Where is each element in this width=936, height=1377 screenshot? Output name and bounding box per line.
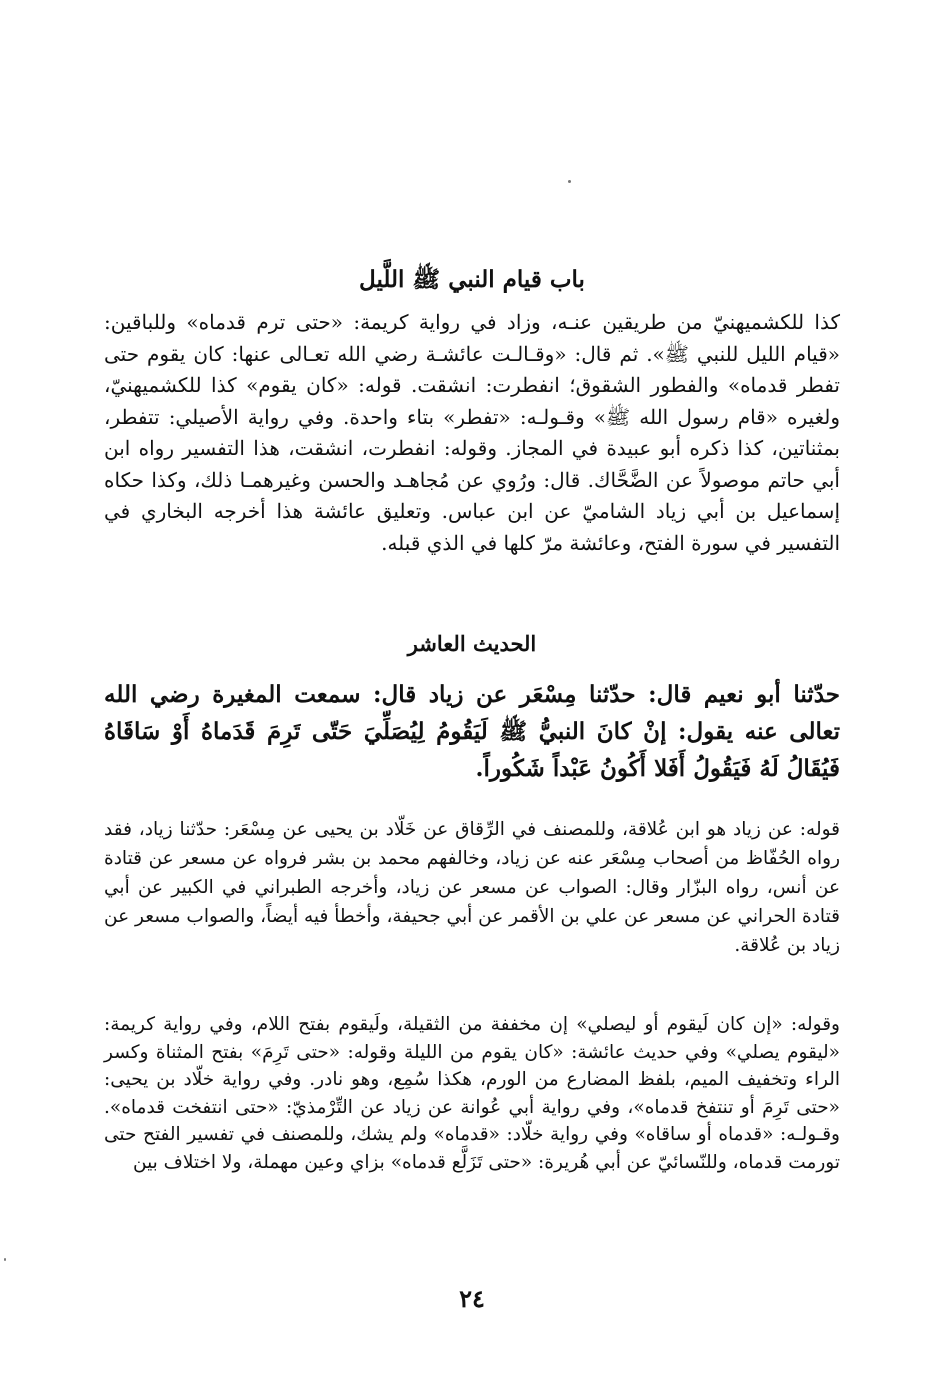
page-number: ٢٤ bbox=[459, 1284, 485, 1313]
commentary-paragraph-3: وقوله: «إن كان لَيقوم أو ليصلي» إن مخففة من الثقيلة، ولَيقوم بفتح اللام، وفي رواية كريمة: «ليقوم يصلي» وفي حديث عائشة: «كان يقوم من الليلة وقوله: «حتى تَرِمَ» بفتح المثناة وكسر الراء وتخفيف الميم، بلفظ المضارع من الورم، هكذا سُمِع، وهو نادر. وفي رواية خلّاد بن يحيى: «حتى تَرِمَ أو تنتفخ قدماه»، وفي رواية أبي عُوانة عن زياد عن التِّرْمذيّ: «حتى انتفخت قدماه». وقـولـه: «قدماه أو ساقاه» وفي رواية خلّاد: «قدماه» ولم يشك، وللمصنف في تفسير الفتح حتى تورمت قدماه، وللنّسائيّ عن أبي هُريرة: «حتى تَزَلَّع قدماه» بزاي وعين مهملة، ولا اختلاف بين bbox=[104, 1014, 840, 1173]
scan-speck bbox=[4, 1258, 6, 1261]
hadith-text: حدّثنا أبو نعيم قال: حدّثنا مِسْعَر عن زياد قال: سمعت المغيرة رضي الله تعالى عنه يقول: إنْ كانَ النبيُّ ﷺ لَيَقُومُ لِيُصَلِّيَ حَتّى تَرِمَ قَدَماهُ أَوْ سَاقَاهُ فَيُقَالُ لَهُ فَيَقُولُ أَفَلا أَكُونُ عَبْداً شَكُوراً. bbox=[104, 681, 840, 782]
commentary-paragraph-2: قوله: عن زياد هو ابن عُلاقة، وللمصنف في الرِّقاق عن خَلّاد بن يحيى عن مِسْعَر: حدّثنا زياد، فقد رواه الحُفّاظ من أصحاب مِسْعَر عنه عن زياد، وخالفهم محمد بن بشر فرواه عن مسعر عن قتادة عن أنس، رواه البزّار وقال: الصواب عن مسعر عن زياد، وأخرجه الطبراني في الكبير عن أبي قتادة الحراني عن مسعر عن علي بن الأقمر عن أبي جحيفة، وأخطأ فيه أيضاً، والصواب مسعر عن زياد بن عُلاقة. bbox=[104, 819, 840, 956]
scan-speck bbox=[568, 180, 571, 183]
commentary-paragraph-1: كذا للكشميهنيّ من طريقين عنـه، وزاد في رواية كريمة: «حتى ترم قدماه» وللباقين: «قيام الليل للنبي ﷺ». ثم قال: «وقـالـت عائشـة رضي الله تعـالى عنها: كان يقوم حتى تفطر قدماه» والفطور الشقوق؛ انفطرت: انشقت. قوله: «كان يقوم» كذا للكشميهنيّ، ولغيره «قام رسول الله ﷺ» وقـولـه: «تفطر» بتاء واحدة. وفي رواية الأصيلي: تتفطر، بمثناتين، كذا ذكره أبو عبيدة في المجاز. وقوله: انفطرت، انشقت، هذا التفسير رواه ابن أبي حاتم موصولاً عن الضَّحَّاك. قال: ورُوي عن مُجاهـد والحسن وغيرهمـا ذلك، وكذا حكاه إسماعيل بن أبي زياد الشاميّ عن ابن عباس. وتعليق عائشة هذا أخرجه البخاري في التفسير في سورة الفتح، وعائشة مرّ كلها في الذي قبله. bbox=[104, 310, 840, 555]
section-heading: الحديث العاشر bbox=[407, 631, 537, 656]
chapter-title: باب قيام النبي ﷺ اللَّيل bbox=[359, 266, 585, 293]
book-page bbox=[104, 0, 840, 1377]
